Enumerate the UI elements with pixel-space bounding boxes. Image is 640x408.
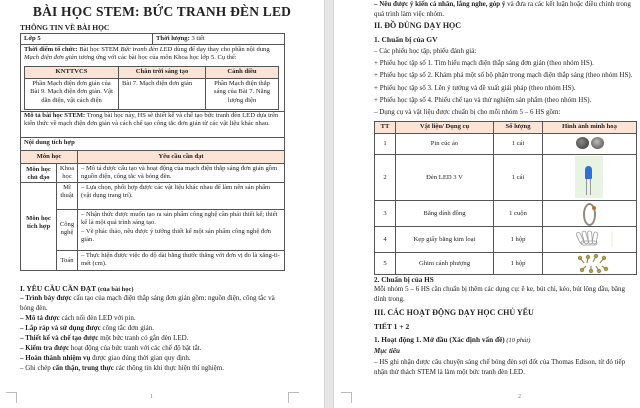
row-tt: 1 [383, 140, 387, 147]
gv-prep-heading: 1. Chuẩn bị của GV [374, 35, 438, 44]
row-item: Pin cúc áo [430, 140, 459, 147]
subject-requirement: – Thực hiện được việc đo độ dài bằng thước thẳng với đơn vị đo là xăng-ti-mét (cm). [81, 252, 280, 268]
main-subject-group: Môn học chủ đạo [26, 166, 51, 182]
duration-value: 3 tiết [189, 35, 205, 42]
row-tt: 4 [383, 236, 387, 243]
section-2-heading: II. ĐỒ DÙNG DẠY HỌC [374, 21, 462, 30]
hs-prep-heading: 2. Chuẩn bị của HS [374, 276, 434, 284]
timing-text: Thời điểm tổ chức: Bài học STEM Bức tranh đèn LED dùng để dạy thay cho phần nội dung Mạch điện đơn giản tương ứng với các bài học của môn Khoa học lớp 5. Cụ thể: [24, 46, 270, 62]
row-qty: 1 hộp [510, 260, 526, 267]
gv-item: – Các phiếu học tập, phiếu đánh giá: [374, 47, 477, 55]
page-separator [324, 0, 334, 408]
row-qty: 1 cái [511, 174, 525, 181]
grade-label: Lớp 5 [24, 35, 41, 42]
document-page-2 [334, 0, 640, 408]
gv-item: – Dụng cụ và vật liệu được chuẩn bị cho mỗi nhóm 5 – 6 HS gồm: [374, 108, 561, 116]
row-item: Đèn LED 3 V [426, 174, 463, 181]
hs-prep-text: Mỗi nhóm 5 – 6 HS cần chuẩn bị thêm các dụng cụ: ê ke, bút chì, kéo, bút lông dầu, băng dính trong. [374, 285, 625, 303]
header-knttvcs: KNTTVCS [55, 68, 88, 75]
header-quantity: Số lượng [505, 123, 531, 130]
subject-header: Môn học [36, 153, 62, 160]
objective-label: Mục tiêu [374, 347, 400, 355]
info-heading: THÔNG TIN VỀ BÀI HỌC [20, 23, 110, 32]
subject-name: Công nghệ [59, 221, 75, 237]
book-cell-canh-dieu: Phần Mạch điện thắp sáng của Bài 7. Năng lượng điện [213, 80, 271, 104]
requirement-item: – Ghi chép cẩn thận, trung thực các thông tin khi thực hiện thí nghiệm. [20, 364, 224, 372]
integrated-subject-group: Môn học tích hợp [26, 215, 51, 231]
row-qty: 1 cuộn [509, 210, 527, 217]
gv-item: + Phiếu học tập số 2. Khám phá một số bộ phận trong mạch điện thắp sáng (theo nhóm HS). [374, 71, 633, 79]
requirement-item: – Lắp ráp và sử dụng được công tắc đơn giản. [20, 324, 155, 332]
margin-corner-mark [341, 392, 352, 403]
row-qty: 1 cái [511, 140, 525, 147]
requirement-item: – Thiết kế và chế tạo được một bức tranh có gắn đèn LED. [20, 334, 189, 342]
lesson-description: Mô tả bài học STEM: Trong bài học này, HS sẽ thiết kế và chế tạo bức tranh đèn LED dựa trên kiến thức về mạch điện đơn giản và cách chế tạo công tắc đơn giản từ các vật liệu khác nhau. [24, 112, 279, 128]
gv-item: + Phiếu học tập số 3. Lên ý tưởng và đề xuất giải pháp (theo nhóm HS). [374, 84, 576, 92]
row-tt: 2 [383, 174, 387, 181]
requirement-header: Yêu cầu cần đạt [158, 153, 204, 160]
header-chan-troi: Chân trời sáng tạo [135, 68, 189, 75]
row-qty: 1 hộp [510, 236, 526, 243]
requirement-item: – Kiểm tra được hoạt động của bức tranh với các chế độ bật tắt. [20, 344, 202, 352]
section-1-heading: I. YÊU CẦU CẦN ĐẠT (của bài học) [20, 284, 134, 293]
header-canh-dieu: Cánh diều [227, 68, 257, 75]
subject-name: Mĩ thuật [60, 184, 74, 200]
margin-corner-mark [6, 392, 17, 403]
subject-name: Khoa học [59, 165, 75, 181]
row-item: Băng dính đồng [423, 210, 466, 217]
page-number: 1 [150, 394, 153, 400]
objective-text: – HS ghi nhận được câu chuyện sáng chế bóng đèn sợi đốt của Thomas Edison, từ đó tiếp nhận thử thách STEM là làm một bức tranh đèn LED. [374, 358, 626, 376]
margin-corner-mark [288, 392, 299, 403]
requirement-item: – Mô tả được cách nối đèn LED với pin. [20, 314, 136, 322]
activity-1-heading: 1. Hoạt động 1. Mở đầu (Xác định vấn đề) (10 phút) [374, 335, 531, 344]
requirement-item: – Hoàn thành nhiệm vụ được giao đúng thời gian quy định. [20, 354, 191, 362]
book-cell-chan-troi: Bài 7. Mạch điện đơn giản [122, 80, 193, 87]
header-image: Hình ảnh minh hoạ [562, 123, 617, 130]
subject-requirement: – Nhận thức được muốn tạo ra sản phẩm công nghệ cần phải thiết kế; thiết kế là một quá trình sáng tạo. – Vẽ phác thảo, nêu được ý tưởng thiết kế một sản phẩm công nghệ đơn giản. [81, 211, 278, 244]
subject-requirement: – Lựa chọn, phối hợp được các vật liệu khác nhau để làm nên sản phẩm (vật dụng trang trí). [81, 184, 271, 200]
header-material: Vật liệu/ Dụng cụ [419, 123, 470, 130]
integration-label: Nội dung tích hợp [24, 139, 75, 146]
teamwork-item: – Nêu được ý kiến cá nhân, lắng nghe, góp ý và đưa ra các kết luận hoặc điều chỉnh trong quá trình làm việc nhóm. [374, 0, 631, 18]
subject-requirement: – Mô tả được cấu tạo và hoạt động của mạch điện thắp sáng đơn giản gồm nguồn điện, công tắc và bóng đèn. [81, 165, 278, 181]
lesson-period-label: TIẾT 1 + 2 [374, 322, 410, 331]
led-image [575, 156, 603, 198]
gv-item: + Phiếu học tập số 4. Phiếu chế tạo và thử nghiệm sản phẩm (theo nhóm HS). [374, 96, 592, 104]
copper-tape-image [583, 203, 597, 224]
requirement-item: – Trình bày được cấu tạo của mạch điện thắp sáng đơn giản gồm: nguồn điện, công tắc và bóng đèn. [20, 294, 275, 312]
row-item: Ghim cánh phượng [418, 260, 470, 267]
section-3-heading: III. CÁC HOẠT ĐỘNG DẠY HỌC CHỦ YẾU [374, 308, 534, 317]
row-tt: 3 [383, 210, 387, 217]
paper-clips-image [576, 229, 616, 249]
page-title: BÀI HỌC STEM: BỨC TRANH ĐÈN LED [32, 4, 292, 19]
button-battery-image [576, 137, 606, 150]
header-tt: TT [380, 123, 390, 130]
gv-item: + Phiếu học tập số 1. Tìm hiểu mạch điện thắp sáng đơn giản (theo nhóm HS). [374, 59, 594, 67]
subject-name: Toán [60, 257, 74, 264]
row-item: Kẹp giấy bằng kim loại [413, 236, 476, 243]
book-cell-knttvcs: Phần Mạch điện đơn giản của Bài 9. Mạch điện đơn giản. Vật dẫn điện, vật cách điện [30, 80, 113, 104]
row-tt: 5 [383, 260, 387, 267]
page-number: 2 [518, 394, 521, 400]
duration-label: Thời lượng: [156, 35, 190, 42]
brass-fasteners-image [576, 254, 610, 274]
